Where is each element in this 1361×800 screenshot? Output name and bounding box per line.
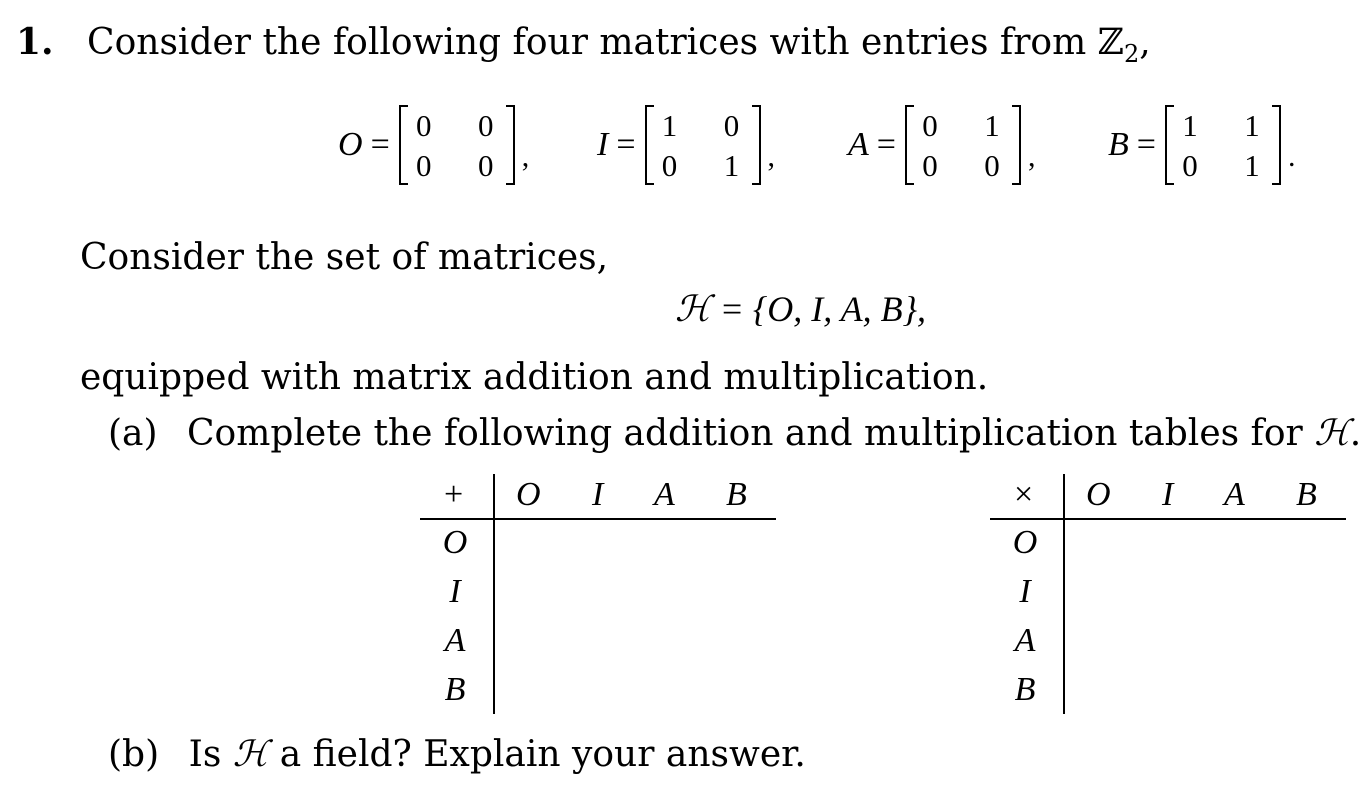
matrix-name: A <box>848 126 869 163</box>
row-header: B <box>444 671 466 708</box>
set-text: Consider the set of matrices, <box>80 237 609 278</box>
equals-sign: = <box>1136 126 1156 163</box>
matrix-entry: 1 <box>1244 148 1260 183</box>
row-header: O <box>442 524 468 561</box>
matrix-bracket <box>904 104 1022 186</box>
addition-table <box>420 474 780 719</box>
operator-symbol: × <box>1014 476 1034 513</box>
column-header: A <box>1224 476 1245 513</box>
matrix-entry: 0 <box>416 148 432 183</box>
matrix-entry: 1 <box>661 108 678 143</box>
matrix-entry: 0 <box>922 108 938 143</box>
matrix-bracket <box>644 104 762 186</box>
matrix-a <box>848 104 1035 186</box>
matrix-bracket <box>398 104 516 186</box>
matrix-punct: , <box>1027 140 1036 173</box>
matrix-entry: 0 <box>416 108 432 143</box>
matrix-entry: 0 <box>984 148 1000 183</box>
matrix-entry: 0 <box>1182 148 1198 183</box>
matrix-entry: 1 <box>723 148 740 183</box>
matrix-o <box>338 104 529 186</box>
equals-sign: = <box>616 126 636 163</box>
column-header: B <box>1296 476 1317 513</box>
table-header-rule <box>420 518 776 520</box>
part-b-label: (b) <box>108 734 160 775</box>
row-header: A <box>444 622 466 659</box>
matrix-punct: . <box>1287 140 1296 173</box>
set-equation: ℋ = {O, I, A, B}, <box>675 289 926 329</box>
matrix-punct: , <box>767 140 776 173</box>
part-b-text-before: Is <box>188 734 233 775</box>
equipped-text: equipped with matrix addition and multiplication. <box>80 357 989 398</box>
field-symbol: ℤ <box>1097 22 1124 63</box>
part-a-text: Complete the following addition and multiplication tables for <box>187 413 1315 454</box>
matrix-entry: 1 <box>1244 108 1260 143</box>
part-b <box>108 734 806 775</box>
row-header: I <box>449 573 461 610</box>
question-line <box>16 21 1151 69</box>
matrix-entry: 1 <box>1182 108 1198 143</box>
field-subscript: 2 <box>1123 40 1140 69</box>
question-intro-end: , <box>1139 22 1151 63</box>
matrix-punct: , <box>521 140 530 173</box>
equals-sign: = <box>876 126 896 163</box>
h-symbol: ℋ <box>1314 413 1350 454</box>
column-header: O <box>1086 476 1111 513</box>
matrix-entry: 0 <box>661 148 678 183</box>
matrix-entry: 0 <box>922 148 938 183</box>
matrix-entry: 0 <box>723 108 740 143</box>
column-header: I <box>1162 476 1174 513</box>
part-a-end: . <box>1349 413 1361 454</box>
row-header: A <box>1014 622 1036 659</box>
column-header: O <box>516 476 541 513</box>
row-header: O <box>1012 524 1038 561</box>
row-header: I <box>1019 573 1031 610</box>
table-header-rule <box>990 518 1346 520</box>
question-number: 1. <box>16 21 54 63</box>
column-header: I <box>592 476 604 513</box>
column-header: B <box>726 476 747 513</box>
column-header: A <box>654 476 675 513</box>
row-header: B <box>1014 671 1036 708</box>
matrix-bracket <box>1164 104 1282 186</box>
matrix-name: I <box>597 126 609 163</box>
table-column-rule <box>1063 474 1065 714</box>
multiplication-table <box>990 474 1350 719</box>
matrix-name: O <box>338 126 363 163</box>
part-a <box>108 413 1361 454</box>
operator-symbol: + <box>444 476 464 513</box>
matrix-entry: 1 <box>984 108 1000 143</box>
h-symbol: ℋ <box>232 734 269 775</box>
question-intro: Consider the following four matrices with entries from <box>87 22 1098 63</box>
matrix-entry: 0 <box>478 148 494 183</box>
part-a-label: (a) <box>108 413 158 454</box>
equals-sign: = <box>370 126 390 163</box>
part-b-text-after: a field? Explain your answer. <box>268 734 806 775</box>
matrix-entry: 0 <box>478 108 494 143</box>
table-column-rule <box>493 474 495 714</box>
matrix-i <box>597 104 775 186</box>
matrix-name: B <box>1108 126 1129 163</box>
matrix-b <box>1108 104 1295 186</box>
